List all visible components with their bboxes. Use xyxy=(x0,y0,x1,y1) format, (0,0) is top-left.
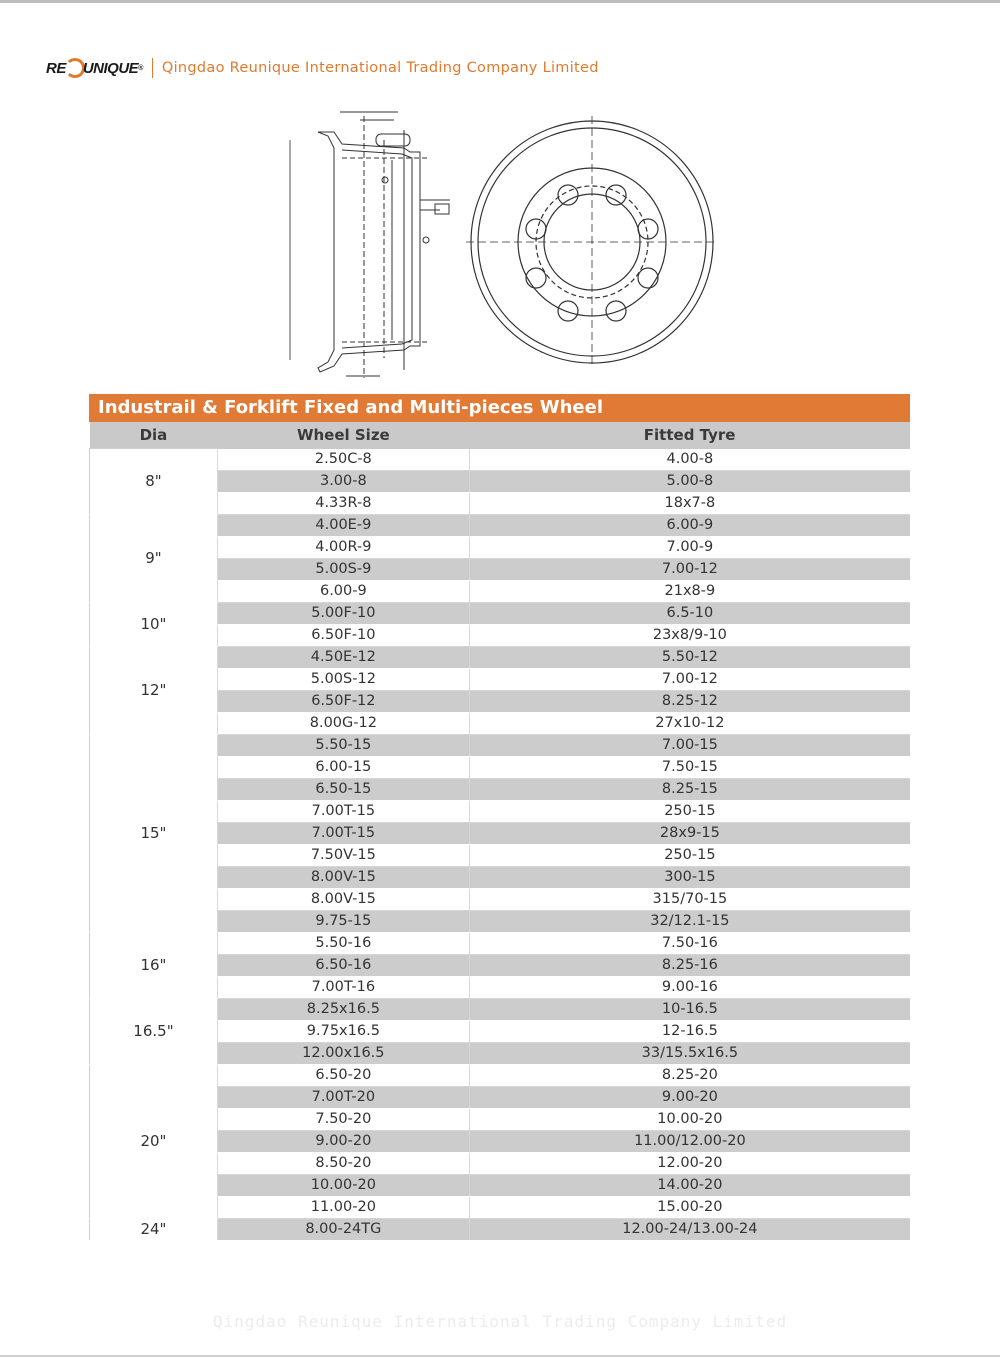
wheel-size-cell: 6.50F-12 xyxy=(217,690,469,712)
fitted-tyre-cell: 250-15 xyxy=(469,844,910,866)
logo-text-right: UNIQUE xyxy=(82,59,139,77)
fitted-tyre-cell: 7.00-9 xyxy=(469,536,910,558)
wheel-size-cell: 8.00V-15 xyxy=(217,888,469,910)
dia-cell: 15" xyxy=(90,734,218,932)
table-row xyxy=(90,734,911,756)
fitted-tyre-cell: 5.00-8 xyxy=(469,470,910,492)
table-row xyxy=(90,932,911,954)
wheel-size-cell: 12.00x16.5 xyxy=(217,1042,469,1064)
header-divider xyxy=(152,58,153,78)
company-name: Qingdao Reunique International Trading Company Limited xyxy=(161,60,599,76)
wheel-size-cell: 9.75x16.5 xyxy=(217,1020,469,1042)
wheel-size-cell: 5.00S-12 xyxy=(217,668,469,690)
wheel-size-cell: 9.00-20 xyxy=(217,1130,469,1152)
table-row xyxy=(90,998,911,1020)
fitted-tyre-cell: 7.00-12 xyxy=(469,668,910,690)
header-dia: Dia xyxy=(90,422,218,449)
table-header-row xyxy=(90,422,911,449)
wheel-size-cell: 2.50C-8 xyxy=(217,449,469,471)
bottom-border xyxy=(0,1355,1000,1357)
fitted-tyre-cell: 6.00-9 xyxy=(469,514,910,536)
wheel-size-cell: 5.50-16 xyxy=(217,932,469,954)
header-wheel-size: Wheel Size xyxy=(217,422,469,449)
dia-cell: 24" xyxy=(90,1218,218,1240)
fitted-tyre-cell: 8.25-16 xyxy=(469,954,910,976)
fitted-tyre-cell: 10.00-20 xyxy=(469,1108,910,1130)
wheel-size-cell: 4.50E-12 xyxy=(217,646,469,668)
wheel-size-cell: 6.00-9 xyxy=(217,580,469,602)
fitted-tyre-cell: 250-15 xyxy=(469,800,910,822)
fitted-tyre-cell: 12.00-24/13.00-24 xyxy=(469,1218,910,1240)
wheel-front-view-drawing xyxy=(466,116,718,368)
wheel-spec-table xyxy=(89,422,910,1241)
dia-cell: 10" xyxy=(90,602,218,646)
fitted-tyre-cell: 33/15.5x16.5 xyxy=(469,1042,910,1064)
fitted-tyre-cell: 7.50-16 xyxy=(469,932,910,954)
dia-cell: 16.5" xyxy=(90,998,218,1064)
wheel-size-cell: 7.00T-20 xyxy=(217,1086,469,1108)
wheel-size-cell: 4.33R-8 xyxy=(217,492,469,514)
fitted-tyre-cell: 8.25-20 xyxy=(469,1064,910,1086)
dia-cell: 8" xyxy=(90,449,218,515)
fitted-tyre-cell: 15.00-20 xyxy=(469,1196,910,1218)
dia-cell: 9" xyxy=(90,514,218,602)
fitted-tyre-cell: 23x8/9-10 xyxy=(469,624,910,646)
wheel-size-cell: 5.50-15 xyxy=(217,734,469,756)
table-row xyxy=(90,1064,911,1086)
wheel-size-cell: 8.00V-15 xyxy=(217,866,469,888)
top-border xyxy=(0,0,1000,3)
fitted-tyre-cell: 28x9-15 xyxy=(469,822,910,844)
footer-watermark: Qingdao Reunique International Trading Company Limited xyxy=(212,1312,788,1331)
wheel-size-cell: 9.75-15 xyxy=(217,910,469,932)
wheel-size-cell: 7.00T-15 xyxy=(217,822,469,844)
wheel-size-cell: 3.00-8 xyxy=(217,470,469,492)
table-row xyxy=(90,1218,911,1240)
wheel-size-cell: 8.50-20 xyxy=(217,1152,469,1174)
fitted-tyre-cell: 300-15 xyxy=(469,866,910,888)
fitted-tyre-cell: 21x8-9 xyxy=(469,580,910,602)
wheel-size-cell: 7.00T-15 xyxy=(217,800,469,822)
wheel-size-cell: 7.00T-16 xyxy=(217,976,469,998)
wheel-size-cell: 8.00G-12 xyxy=(217,712,469,734)
fitted-tyre-cell: 12.00-20 xyxy=(469,1152,910,1174)
fitted-tyre-cell: 6.5-10 xyxy=(469,602,910,624)
fitted-tyre-cell: 8.25-15 xyxy=(469,778,910,800)
fitted-tyre-cell: 7.50-15 xyxy=(469,756,910,778)
wheel-size-cell: 6.50-20 xyxy=(217,1064,469,1086)
dia-cell: 16" xyxy=(90,932,218,998)
wheel-size-cell: 4.00R-9 xyxy=(217,536,469,558)
wheel-size-cell: 6.50-16 xyxy=(217,954,469,976)
header-fitted-tyre: Fitted Tyre xyxy=(469,422,910,449)
logo-text-left: RE xyxy=(46,59,66,77)
fitted-tyre-cell: 7.00-15 xyxy=(469,734,910,756)
dia-cell: 12" xyxy=(90,646,218,734)
dia-cell: 20" xyxy=(90,1064,218,1218)
fitted-tyre-cell: 27x10-12 xyxy=(469,712,910,734)
table-body xyxy=(90,449,911,1241)
wheel-size-cell: 8.25x16.5 xyxy=(217,998,469,1020)
wheel-technical-drawing xyxy=(280,100,720,385)
fitted-tyre-cell: 7.00-12 xyxy=(469,558,910,580)
wheel-size-cell: 7.50V-15 xyxy=(217,844,469,866)
fitted-tyre-cell: 12-16.5 xyxy=(469,1020,910,1042)
fitted-tyre-cell: 9.00-16 xyxy=(469,976,910,998)
fitted-tyre-cell: 9.00-20 xyxy=(469,1086,910,1108)
wheel-size-cell: 7.50-20 xyxy=(217,1108,469,1130)
table-row xyxy=(90,602,911,624)
wheel-size-cell: 5.00S-9 xyxy=(217,558,469,580)
fitted-tyre-cell: 32/12.1-15 xyxy=(469,910,910,932)
page-header xyxy=(46,54,599,82)
fitted-tyre-cell: 4.00-8 xyxy=(469,449,910,471)
table-row xyxy=(90,514,911,536)
fitted-tyre-cell: 315/70-15 xyxy=(469,888,910,910)
fitted-tyre-cell: 11.00/12.00-20 xyxy=(469,1130,910,1152)
wheel-size-cell: 5.00F-10 xyxy=(217,602,469,624)
wheel-size-cell: 6.50-15 xyxy=(217,778,469,800)
wheel-cross-section-drawing xyxy=(290,112,450,378)
wheel-size-cell: 11.00-20 xyxy=(217,1196,469,1218)
table-row xyxy=(90,449,911,471)
table-row xyxy=(90,646,911,668)
logo-registered-mark: ® xyxy=(138,64,143,72)
wheel-size-cell: 6.50F-10 xyxy=(217,624,469,646)
wheel-size-cell: 8.00-24TG xyxy=(217,1218,469,1240)
fitted-tyre-cell: 14.00-20 xyxy=(469,1174,910,1196)
company-logo xyxy=(46,58,143,78)
logo-ring-icon xyxy=(65,58,85,78)
fitted-tyre-cell: 8.25-12 xyxy=(469,690,910,712)
table-title: Industrail & Forklift Fixed and Multi-pieces Wheel xyxy=(89,394,910,422)
wheel-size-cell: 6.00-15 xyxy=(217,756,469,778)
wheel-size-cell: 4.00E-9 xyxy=(217,514,469,536)
fitted-tyre-cell: 10-16.5 xyxy=(469,998,910,1020)
wheel-size-cell: 10.00-20 xyxy=(217,1174,469,1196)
fitted-tyre-cell: 5.50-12 xyxy=(469,646,910,668)
fitted-tyre-cell: 18x7-8 xyxy=(469,492,910,514)
